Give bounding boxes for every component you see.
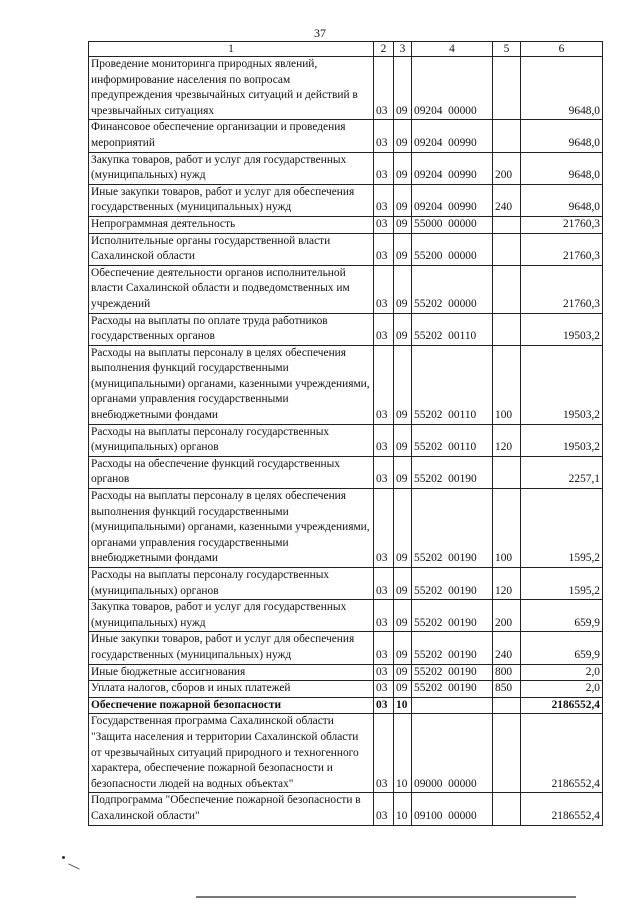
row-name: Расходы на обеспечение функций государственных органов bbox=[89, 456, 374, 488]
row-expense-type bbox=[493, 120, 521, 152]
table-header bbox=[89, 42, 603, 57]
scan-mark bbox=[62, 856, 65, 859]
row-name: Обеспечение деятельности органов исполнительной власти Сахалинской области и подведомственных им учреждений bbox=[89, 265, 374, 313]
row-amount: 2,0 bbox=[521, 681, 603, 698]
row-expense-type: 200 bbox=[493, 152, 521, 184]
row-target-article: 55202 00000 bbox=[412, 265, 493, 313]
table-row bbox=[89, 632, 603, 664]
row-name: Закупка товаров, работ и услуг для государственных (муниципальных) нужд bbox=[89, 600, 374, 632]
row-expense-type bbox=[493, 233, 521, 265]
row-section-code: 03 bbox=[374, 233, 394, 265]
row-target-article: 55202 00110 bbox=[412, 313, 493, 345]
row-target-article: 55202 00190 bbox=[412, 568, 493, 600]
row-name: Расходы на выплаты персоналу в целях обеспечения выполнения функций государственными (муниципальными) органами, казенными учреждениями, органами управления государственными внебюджетными фондами bbox=[89, 345, 374, 424]
table-row bbox=[89, 265, 603, 313]
row-subsection-code: 09 bbox=[394, 681, 412, 698]
row-subsection-code: 09 bbox=[394, 489, 412, 568]
row-amount: 2,0 bbox=[521, 664, 603, 681]
row-section-code: 03 bbox=[374, 120, 394, 152]
row-target-article: 55202 00190 bbox=[412, 681, 493, 698]
row-section-code: 03 bbox=[374, 57, 394, 120]
table-row bbox=[89, 456, 603, 488]
scan-edge-line bbox=[196, 896, 576, 898]
row-expense-type bbox=[493, 714, 521, 793]
row-target-article: 55202 00190 bbox=[412, 489, 493, 568]
header-col-4: 4 bbox=[412, 42, 493, 57]
row-name: Закупка товаров, работ и услуг для государственных (муниципальных) нужд bbox=[89, 152, 374, 184]
row-subsection-code: 09 bbox=[394, 632, 412, 664]
row-name: Расходы на выплаты персоналу государственных (муниципальных) органов bbox=[89, 568, 374, 600]
row-name: Иные бюджетные ассигнования bbox=[89, 664, 374, 681]
row-target-article: 09204 00990 bbox=[412, 120, 493, 152]
row-expense-type bbox=[493, 216, 521, 233]
row-name: Обеспечение пожарной безопасности bbox=[89, 697, 374, 714]
row-name: Иные закупки товаров, работ и услуг для обеспечения государственных (муниципальных) нужд bbox=[89, 632, 374, 664]
row-name: Непрограммная деятельность bbox=[89, 216, 374, 233]
row-name: Расходы на выплаты персоналу в целях обеспечения выполнения функций государственными (муниципальными) органами, казенными учреждениями, органами управления государственными внебюджетными фондами bbox=[89, 489, 374, 568]
row-name: Государственная программа Сахалинской области "Защита населения и территории Сахалинской области от чрезвычайных ситуаций природного и техногенного характера, обеспечение пожарной безопасности и безопасности людей на водных объектах" bbox=[89, 714, 374, 793]
row-amount: 659,9 bbox=[521, 600, 603, 632]
row-subsection-code: 09 bbox=[394, 233, 412, 265]
row-subsection-code: 10 bbox=[394, 793, 412, 825]
row-subsection-code: 09 bbox=[394, 120, 412, 152]
row-expense-type bbox=[493, 313, 521, 345]
row-subsection-code: 09 bbox=[394, 216, 412, 233]
row-expense-type: 120 bbox=[493, 424, 521, 456]
table-row bbox=[89, 152, 603, 184]
table-row bbox=[89, 120, 603, 152]
row-amount: 9648,0 bbox=[521, 120, 603, 152]
row-name: Финансовое обеспечение организации и проведения мероприятий bbox=[89, 120, 374, 152]
table-row bbox=[89, 568, 603, 600]
row-section-code: 03 bbox=[374, 489, 394, 568]
row-expense-type bbox=[493, 456, 521, 488]
row-amount: 19503,2 bbox=[521, 345, 603, 424]
row-subsection-code: 09 bbox=[394, 184, 412, 216]
row-subsection-code: 10 bbox=[394, 697, 412, 714]
row-amount: 21760,3 bbox=[521, 265, 603, 313]
row-subsection-code: 09 bbox=[394, 313, 412, 345]
table-row bbox=[89, 233, 603, 265]
row-subsection-code: 09 bbox=[394, 345, 412, 424]
row-expense-type bbox=[493, 793, 521, 825]
row-expense-type: 800 bbox=[493, 664, 521, 681]
table-row bbox=[89, 184, 603, 216]
table-row bbox=[89, 697, 603, 714]
row-amount: 21760,3 bbox=[521, 233, 603, 265]
row-section-code: 03 bbox=[374, 664, 394, 681]
table-row bbox=[89, 664, 603, 681]
row-section-code: 03 bbox=[374, 456, 394, 488]
page-number: 37 bbox=[314, 26, 326, 40]
table-row bbox=[89, 57, 603, 120]
row-section-code: 03 bbox=[374, 600, 394, 632]
row-expense-type: 850 bbox=[493, 681, 521, 698]
table-row bbox=[89, 793, 603, 825]
row-amount: 1595,2 bbox=[521, 489, 603, 568]
row-target-article: 55202 00190 bbox=[412, 664, 493, 681]
row-expense-type: 200 bbox=[493, 600, 521, 632]
row-target-article: 55000 00000 bbox=[412, 216, 493, 233]
row-subsection-code: 09 bbox=[394, 456, 412, 488]
table-body bbox=[89, 57, 603, 826]
row-expense-type: 100 bbox=[493, 489, 521, 568]
row-expense-type: 240 bbox=[493, 632, 521, 664]
row-amount: 21760,3 bbox=[521, 216, 603, 233]
row-subsection-code: 09 bbox=[394, 664, 412, 681]
row-subsection-code: 09 bbox=[394, 568, 412, 600]
row-expense-type bbox=[493, 265, 521, 313]
row-name: Иные закупки товаров, работ и услуг для обеспечения государственных (муниципальных) нужд bbox=[89, 184, 374, 216]
header-row bbox=[89, 42, 603, 57]
row-name: Подпрограмма "Обеспечение пожарной безопасности в Сахалинской области" bbox=[89, 793, 374, 825]
row-section-code: 03 bbox=[374, 184, 394, 216]
row-amount: 9648,0 bbox=[521, 184, 603, 216]
row-section-code: 03 bbox=[374, 313, 394, 345]
row-name: Расходы на выплаты по оплате труда работников государственных органов bbox=[89, 313, 374, 345]
row-target-article: 09204 00990 bbox=[412, 184, 493, 216]
row-subsection-code: 09 bbox=[394, 152, 412, 184]
row-subsection-code: 09 bbox=[394, 424, 412, 456]
row-name: Уплата налогов, сборов и иных платежей bbox=[89, 681, 374, 698]
row-subsection-code: 09 bbox=[394, 57, 412, 120]
row-subsection-code: 09 bbox=[394, 265, 412, 313]
row-subsection-code: 09 bbox=[394, 600, 412, 632]
row-section-code: 03 bbox=[374, 681, 394, 698]
row-target-article: 55202 00190 bbox=[412, 632, 493, 664]
row-section-code: 03 bbox=[374, 345, 394, 424]
header-col-6: 6 bbox=[521, 42, 603, 57]
row-target-article: 55200 00000 bbox=[412, 233, 493, 265]
row-expense-type bbox=[493, 57, 521, 120]
header-col-2: 2 bbox=[374, 42, 394, 57]
row-expense-type: 120 bbox=[493, 568, 521, 600]
row-expense-type: 240 bbox=[493, 184, 521, 216]
row-target-article: 09204 00990 bbox=[412, 152, 493, 184]
row-name: Расходы на выплаты персоналу государственных (муниципальных) органов bbox=[89, 424, 374, 456]
row-target-article: 55202 00110 bbox=[412, 424, 493, 456]
row-target-article: 09000 00000 bbox=[412, 714, 493, 793]
header-col-5: 5 bbox=[493, 42, 521, 57]
row-amount: 2186552,4 bbox=[521, 793, 603, 825]
budget-table bbox=[88, 41, 603, 826]
row-amount: 9648,0 bbox=[521, 57, 603, 120]
row-section-code: 03 bbox=[374, 216, 394, 233]
row-section-code: 03 bbox=[374, 152, 394, 184]
row-expense-type: 100 bbox=[493, 345, 521, 424]
row-subsection-code: 10 bbox=[394, 714, 412, 793]
row-expense-type bbox=[493, 697, 521, 714]
table-row bbox=[89, 714, 603, 793]
scan-mark bbox=[68, 864, 79, 870]
row-amount: 2257,1 bbox=[521, 456, 603, 488]
table-row bbox=[89, 313, 603, 345]
table-row bbox=[89, 489, 603, 568]
row-target-article: 55202 00190 bbox=[412, 600, 493, 632]
row-target-article: 55202 00190 bbox=[412, 456, 493, 488]
row-target-article: 09204 00000 bbox=[412, 57, 493, 120]
table-row bbox=[89, 345, 603, 424]
row-section-code: 03 bbox=[374, 424, 394, 456]
row-section-code: 03 bbox=[374, 632, 394, 664]
row-amount: 19503,2 bbox=[521, 424, 603, 456]
row-section-code: 03 bbox=[374, 793, 394, 825]
row-amount: 2186552,4 bbox=[521, 714, 603, 793]
row-target-article bbox=[412, 697, 493, 714]
row-amount: 1595,2 bbox=[521, 568, 603, 600]
table-row bbox=[89, 424, 603, 456]
row-section-code: 03 bbox=[374, 265, 394, 313]
row-name: Исполнительные органы государственной власти Сахалинской области bbox=[89, 233, 374, 265]
row-target-article: 09100 00000 bbox=[412, 793, 493, 825]
row-name: Проведение мониторинга природных явлений, информирование населения по вопросам предупреждения чрезвычайных ситуаций и действий в чрезвычайных ситуациях bbox=[89, 57, 374, 120]
row-section-code: 03 bbox=[374, 697, 394, 714]
row-section-code: 03 bbox=[374, 714, 394, 793]
header-col-3: 3 bbox=[394, 42, 412, 57]
header-col-1: 1 bbox=[89, 42, 374, 57]
row-section-code: 03 bbox=[374, 568, 394, 600]
table-row bbox=[89, 216, 603, 233]
row-target-article: 55202 00110 bbox=[412, 345, 493, 424]
row-amount: 9648,0 bbox=[521, 152, 603, 184]
row-amount: 2186552,4 bbox=[521, 697, 603, 714]
table-row bbox=[89, 681, 603, 698]
table-row bbox=[89, 600, 603, 632]
row-amount: 19503,2 bbox=[521, 313, 603, 345]
row-amount: 659,9 bbox=[521, 632, 603, 664]
